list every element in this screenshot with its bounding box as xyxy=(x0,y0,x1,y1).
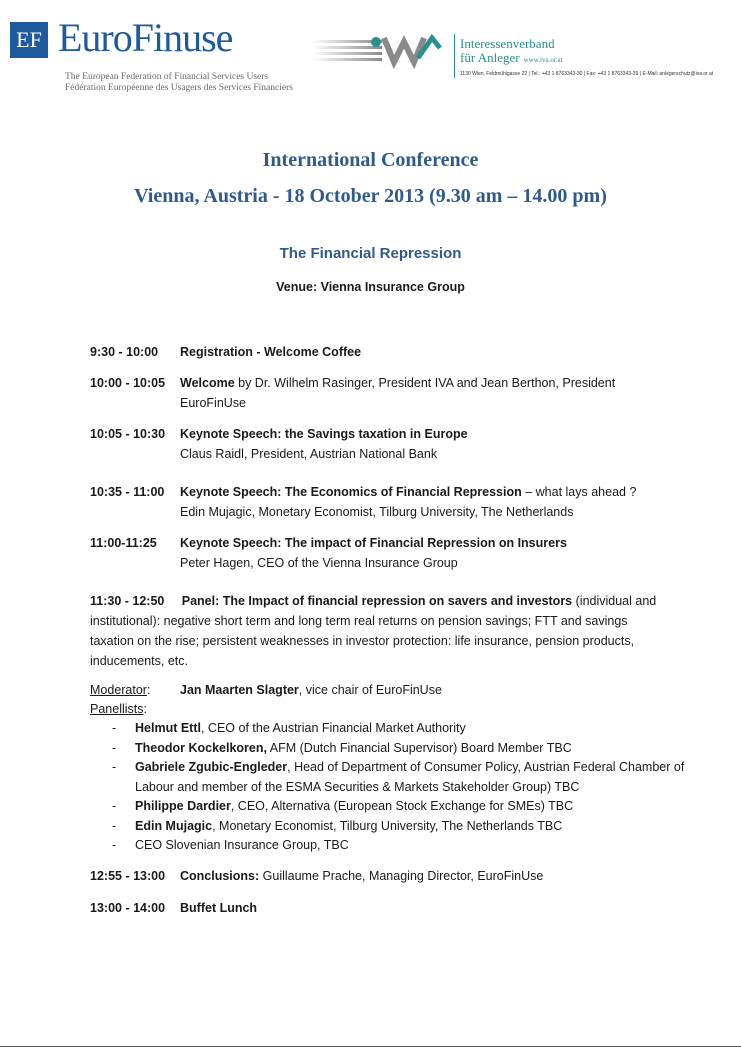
conference-subtitle: The Financial Repression xyxy=(279,245,462,262)
iva-logo-icon xyxy=(312,30,452,70)
conference-location-date: Vienna, Austria - 18 October 2013 (9.30 am – 14.00 pm) xyxy=(134,185,607,207)
agenda-title: Buffet Lunch xyxy=(180,901,258,915)
agenda-title: Conclusions: xyxy=(180,869,260,883)
agenda-detail: – what lays ahead ? xyxy=(521,485,637,499)
agenda-time: 11:00-11:25 xyxy=(90,536,157,550)
moderator-name: Jan Maarten Slagter xyxy=(180,683,299,697)
list-item: - Gabriele Zgubic-Engleder, Head of Department of Consumer Policy, Austrian Federal Chamber of Labour and member of the ESMA Securities & Markets Stakeholder Group) TBC xyxy=(112,760,685,794)
agenda-title: Keynote Speech: the Savings taxation in Europe xyxy=(180,427,468,441)
list-item: - Edin Mujagic, Monetary Economist, Tilburg University, The Netherlands TBC xyxy=(112,818,563,833)
ef-logo-mark: EF xyxy=(10,22,48,58)
page-bottom-rule xyxy=(0,1046,741,1047)
agenda-title: Keynote Speech: The impact of Financial Repression on Insurers xyxy=(180,536,567,550)
list-item: - Theodor Kockelkoren, AFM (Dutch Financial Supervisor) Board Member TBC xyxy=(112,740,572,755)
agenda-detail: Guillaume Prache, Managing Director, EuroFinUse xyxy=(259,869,544,883)
agenda-title: Registration - Welcome Coffee xyxy=(180,345,362,359)
eurofinuse-tagline-en: The European Federation of Financial Services Users xyxy=(65,72,269,82)
list-item: - Philippe Dardier, CEO, Alternativa (European Stock Exchange for SMEs) TBC xyxy=(112,799,574,813)
iva-name-line2: für Anleger www.iva.or.at xyxy=(460,50,563,65)
agenda-title: Keynote Speech: The Economics of Financial Repression xyxy=(180,485,522,499)
panel-title: Panel: The Impact of financial repression on savers and investors xyxy=(181,594,573,608)
panel-description: (individual and institutional): negative short term and long term real returns on pension savings; FTT and savings taxation on the rise; persistent weaknesses in investor protection: life insurance, pension products, inducements, etc. xyxy=(90,594,657,668)
agenda-time: 10:05 - 10:30 xyxy=(90,427,166,441)
agenda-time: 10:00 - 10:05 xyxy=(90,376,166,390)
eurofinuse-logo xyxy=(10,15,293,98)
agenda-detail: by Dr. Wilhelm Rasinger, President IVA and Jean Berthon, President EuroFinUse xyxy=(180,376,616,410)
iva-address: 1130 Wien, Feldmühlgasse 22 | Tel.: +43 1 8763343-30 | Fax: +43 1 8763343-39 | E-Mail: anlegerschutz@iva.or.at xyxy=(460,71,714,77)
iva-name-line1: Interessenverband xyxy=(460,36,555,51)
moderator-label: Moderator xyxy=(90,683,147,697)
logo-divider xyxy=(454,34,455,78)
panel-time: 11:30 - 12:50 xyxy=(90,594,165,608)
list-item: - CEO Slovenian Insurance Group, TBC xyxy=(112,838,349,852)
list-item: - Helmut Ettl, CEO of the Austrian Financial Market Authority xyxy=(112,721,466,735)
agenda-time: 9:30 - 10:00 xyxy=(90,345,159,359)
panellists-label: Panellists xyxy=(90,702,144,716)
agenda-time: 10:35 - 11:00 xyxy=(90,485,165,499)
moderator-role: , vice chair of EuroFinUse xyxy=(298,683,442,697)
panellists-list xyxy=(90,719,690,856)
agenda-title: Welcome xyxy=(180,376,235,390)
panel-section xyxy=(90,591,670,671)
iva-url: www.iva.or.at xyxy=(523,56,563,64)
conference-title: International Conference xyxy=(262,149,479,171)
conference-venue: Venue: Vienna Insurance Group xyxy=(276,280,465,294)
agenda-time: 12:55 - 13:00 xyxy=(90,869,166,883)
agenda-speaker: Edin Mujagic, Monetary Economist, Tilburg University, The Netherlands xyxy=(180,504,574,519)
agenda-time: 13:00 - 14:00 xyxy=(90,901,166,915)
eurofinuse-tagline-fr: Fédération Européenne des Usagers des Services Financiers xyxy=(65,83,293,93)
iva-logo xyxy=(312,30,732,82)
eurofinuse-wordmark: EuroFinuse xyxy=(58,15,233,60)
agenda-speaker: Claus Raidl, President, Austrian National Bank xyxy=(180,446,438,461)
agenda-speaker: Peter Hagen, CEO of the Vienna Insurance Group xyxy=(180,555,458,570)
